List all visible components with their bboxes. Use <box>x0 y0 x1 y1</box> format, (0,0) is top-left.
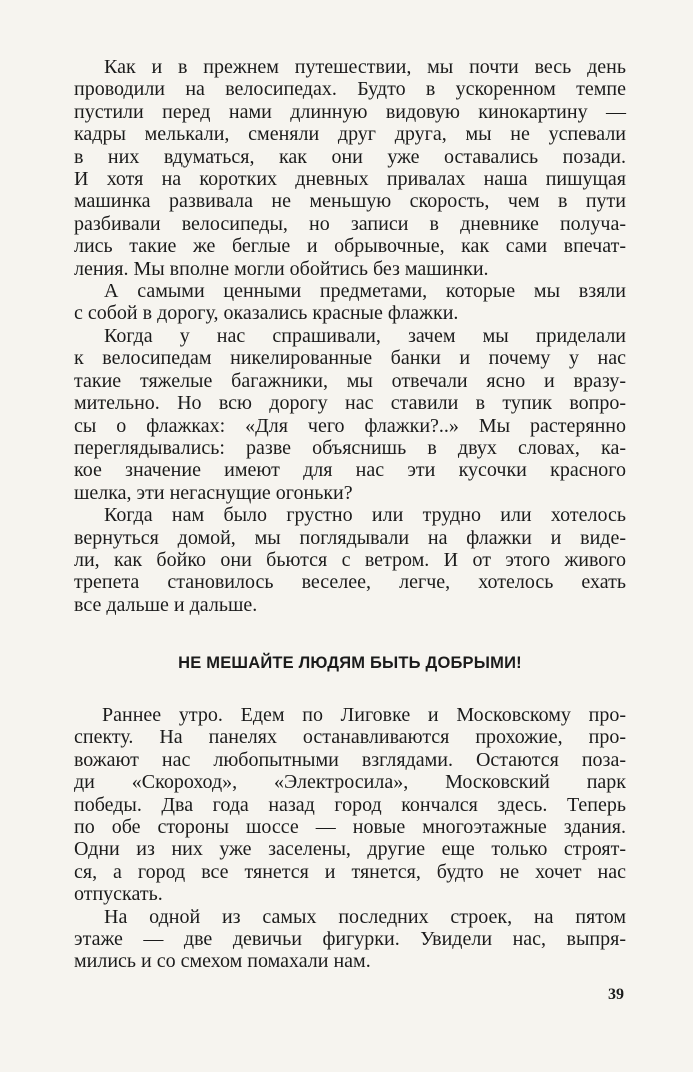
text-line: в них вдуматься, как они уже оставались позади. <box>74 145 626 168</box>
text-line: Одни из них уже заселены, другие еще только строят- <box>74 838 626 861</box>
text-line: отпускать. <box>74 883 163 906</box>
text-line: машинка развивала не меньшую скорость, чем в пути <box>74 190 626 213</box>
text-line: И хотя на коротких дневных привалах наша пишущая <box>74 168 626 191</box>
text-line: А самыми ценными предметами, которые мы взяли <box>104 280 626 303</box>
text-line: спекту. На панелях останавливаются прохожие, про- <box>74 726 626 749</box>
text-line: мились и со смехом помахали нам. <box>74 950 371 973</box>
text-line: Раннее утро. Едем по Лиговке и Московскому про- <box>102 704 626 726</box>
text-line: разбивали велосипеды, но записи в дневнике получа- <box>74 212 626 235</box>
text-line: Когда нам было грустно или трудно или хотелось <box>104 504 626 527</box>
text-line: с собой в дорогу, оказались красные флажки. <box>74 302 459 325</box>
text-line: Как и в прежнем путешествии, мы почти весь день <box>104 56 626 78</box>
text-line: мительно. Но всю дорогу нас ставили в тупик вопро- <box>74 392 626 415</box>
text-line: сы о флажках: «Для чего флажки?..» Мы растерянно <box>74 414 626 437</box>
text-line: все дальше и дальше. <box>74 593 258 616</box>
text-line: этаже — две девичьи фигурки. Увидели нас, выпря- <box>74 928 626 951</box>
text-line: такие тяжелые багажники, мы отвечали ясно и вразу- <box>74 369 626 392</box>
text-line: кадры мелькали, сменяли друг друга, мы не успевали <box>74 123 626 146</box>
text-line: вожают нас любопытными взглядами. Остаются поза- <box>74 748 626 771</box>
section-1-text <box>74 56 626 616</box>
text-line: ся, а город все тянется и тянется, будто не хочет нас <box>74 860 626 883</box>
text-line: шелка, эти негаснущие огоньки? <box>74 481 353 504</box>
text-line: Когда у нас спрашивали, зачем мы приделали <box>104 324 626 347</box>
text-line: кое значение имеют для нас эти кусочки красного <box>74 459 626 482</box>
page-number: 39 <box>608 986 624 1003</box>
text-line: ли, как бойко они бьются с ветром. И от этого живого <box>74 548 626 571</box>
text-line: проводили на велосипедах. Будто в ускоренном темпе <box>74 78 626 101</box>
text-line: переглядывались: разве объяснишь в двух словах, ка- <box>74 436 626 459</box>
section-heading: НЕ МЕШАЙТЕ ЛЮДЯМ БЫТЬ ДОБРЫМИ! <box>178 654 522 672</box>
text-line: трепета становилось веселее, легче, хотелось ехать <box>74 571 626 594</box>
text-line: к велосипедам никелированные банки и почему у нас <box>74 347 626 370</box>
text-line: победы. Два года назад город кончался здесь. Теперь <box>74 793 626 816</box>
text-line: лись такие же беглые и обрывочные, как сами впечат- <box>74 235 626 258</box>
text-line: по обе стороны шоссе — новые многоэтажные здания. <box>74 816 626 839</box>
text-line: ления. Мы вполне могли обойтись без машинки. <box>74 257 489 280</box>
text-line: пустили перед нами длинную видовую кинокартину — <box>74 100 626 123</box>
text-line: вернуться домой, мы поглядывали на флажки и виде- <box>74 526 626 549</box>
text-line: На одной из самых последних строек, на пятом <box>104 905 626 928</box>
section-2-text <box>74 704 626 973</box>
text-line: ди «Скороход», «Электросила», Московский парк <box>74 771 626 794</box>
